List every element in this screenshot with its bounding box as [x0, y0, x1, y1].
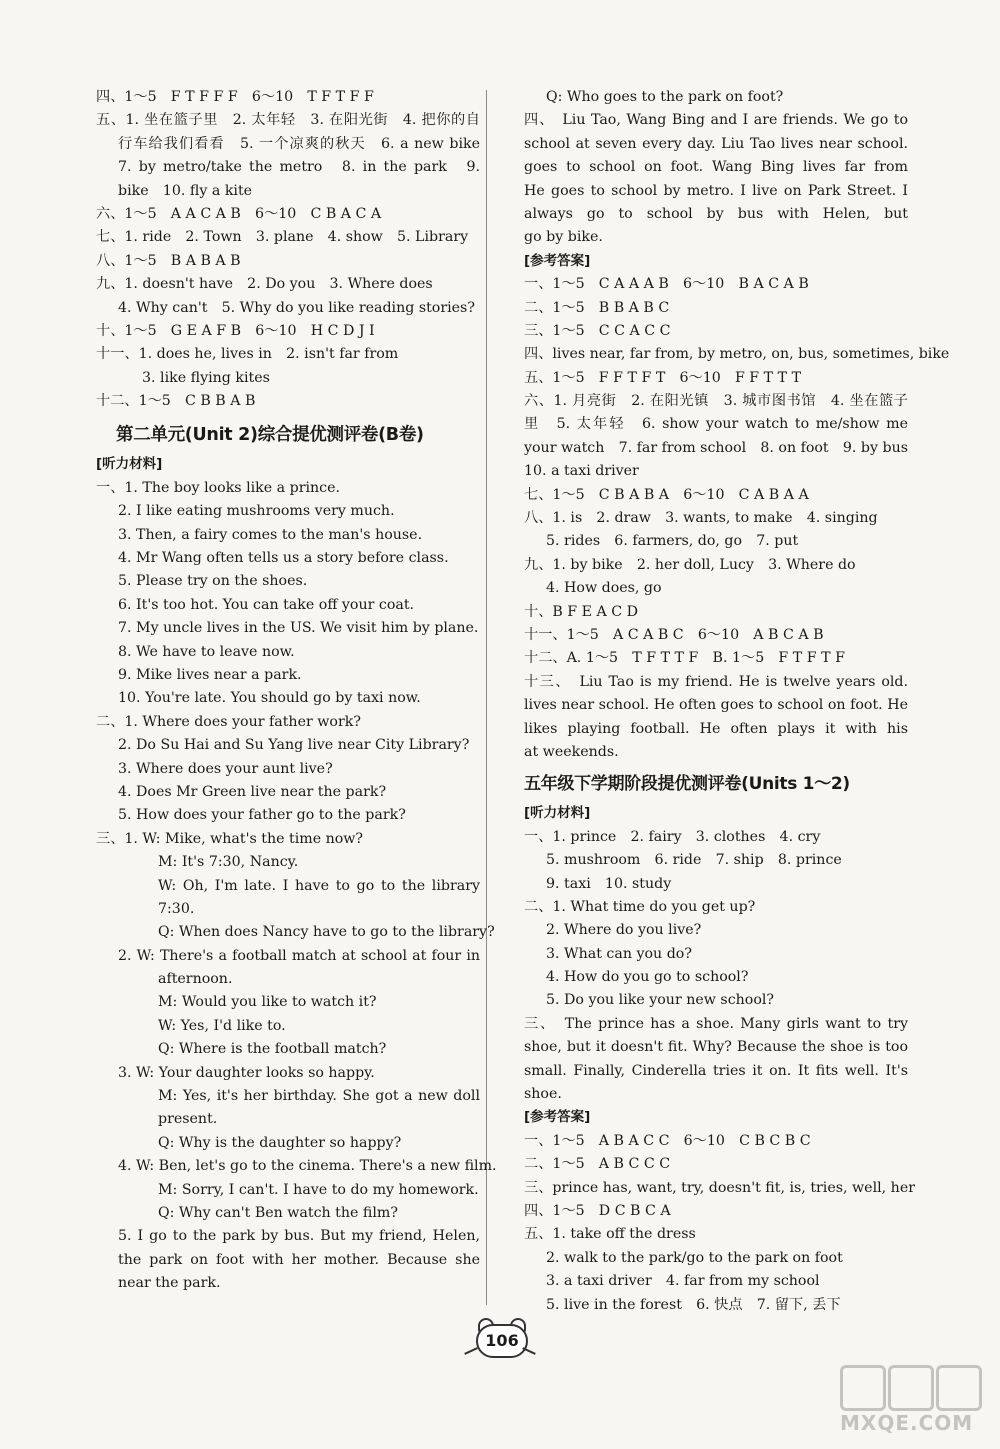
answer-line: 行车给我们看看 5. 一个凉爽的秋天 6. a new bike [118, 135, 480, 152]
dialogue-line: present. [158, 1111, 218, 1128]
answer-line: 十二、1～5 C B B A B [96, 393, 256, 410]
answer-line: 十、B F E A C D [524, 603, 639, 620]
answer-line: 七、1～5 C B A B A 6～10 C A B A A [524, 486, 809, 503]
dialogue-line: near the park. [118, 1275, 221, 1292]
answer-line: 九、1. by bike 2. her doll, Lucy 3. Where do [524, 556, 856, 573]
dialogue-line: Q: Why is the daughter so happy? [158, 1134, 402, 1151]
dialogue-line: afternoon. [158, 971, 233, 988]
listening-line: 2. Do Su Hai and Su Yang live near City Library? [118, 737, 470, 754]
dialogue-line: M: It's 7:30, Nancy. [158, 854, 299, 871]
section-heading: 五年级下学期阶段提优测评卷(Units 1～2) [524, 774, 850, 795]
answer-line: bike 10. fly a kite [118, 182, 253, 199]
listening-line: 2. Where do you live? [546, 922, 702, 939]
page-number: 106 [476, 1324, 528, 1358]
dialogue-line: 2. W: There's a football match at school at four in [118, 947, 480, 964]
passage-line: 三、 The prince has a shoe. Many girls want to try [524, 1015, 908, 1032]
answer-line: 五、1. take off the dress [524, 1226, 696, 1243]
listening-line: 2. I like eating mushrooms very much. [118, 503, 395, 520]
dialogue-line: Q: Why can't Ben watch the film? [158, 1204, 398, 1221]
dialogue-line: 三、1. W: Mike, what's the time now? [96, 830, 364, 847]
dialogue-line: W: Oh, I'm late. I have to go to the library [158, 877, 480, 894]
listening-line: 一、1. The boy looks like a prince. [96, 479, 341, 496]
answer-line: 二、1～5 A B C C C [524, 1156, 671, 1173]
answer-line: 里 5. 太年轻 6. show your watch to me/show me [524, 416, 908, 433]
listening-line: 5. mushroom 6. ride 7. ship 8. prince [546, 852, 842, 869]
passage-line: always go to school by bus with Helen, but [524, 205, 908, 222]
listening-line: 二、1. What time do you get up? [524, 898, 756, 915]
listening-line: 3. What can you do? [546, 945, 692, 962]
section-tag: [听力材料] [524, 805, 591, 822]
listening-line: 8. We have to leave now. [118, 643, 295, 660]
answer-line: 十二、A. 1～5 T F T T F B. 1～5 F T F T F [524, 650, 845, 667]
passage-line: goes to school on foot. Wang Bing lives far from [524, 159, 908, 176]
answer-line: likes playing football. He often plays it with his [524, 720, 908, 737]
listening-line: 9. Mike lives near a park. [118, 666, 302, 683]
dialogue-line: M: Yes, it's her birthday. She got a new doll [158, 1088, 480, 1105]
section-tag: [参考答案] [524, 252, 591, 269]
answer-line: 4. Why can't 5. Why do you like reading stories? [118, 299, 475, 316]
answer-line: 三、1～5 C C A C C [524, 322, 671, 339]
answer-line: 5. live in the forest 6. 快点 7. 留下, 丢下 [546, 1296, 841, 1313]
answer-line: 3. like flying kites [142, 369, 270, 386]
section-tag: [参考答案] [524, 1109, 591, 1126]
dialogue-line: M: Sorry, I can't. I have to do my homework. [158, 1181, 479, 1198]
answer-line: 六、1～5 A A C A B 6～10 C B A C A [96, 205, 382, 222]
answer-line: 五、1～5 F F T F T 6～10 F F T T T [524, 369, 802, 386]
passage-line: 四、 Liu Tao, Wang Bing and I are friends. We go to [524, 112, 908, 129]
listening-line: 二、1. Where does your father work? [96, 713, 361, 730]
listening-line: 10. You're late. You should go by taxi now. [118, 690, 421, 707]
answer-line: 5. rides 6. farmers, do, go 7. put [546, 533, 799, 550]
answer-line: 7. by metro/take the metro 8. in the park 9. [118, 159, 480, 176]
answer-line: 八、1. is 2. draw 3. wants, to make 4. singing [524, 510, 878, 527]
answer-line: 四、1～5 F T F F F 6～10 T F T F F [96, 89, 374, 105]
answer-line: 一、1～5 C A A A B 6～10 B A C A B [524, 276, 809, 293]
left-column [96, 86, 497, 1296]
answer-line: 四、lives near, far from, by metro, on, bus, sometimes, bike [524, 346, 950, 363]
column-divider [486, 90, 487, 1305]
watermark-box-icon [840, 1365, 886, 1411]
passage-line: school at seven every day. Liu Tao lives near school. [524, 135, 908, 152]
dialogue-line: 5. I go to the park by bus. But my friend, Helen, [118, 1228, 480, 1245]
answer-line: 十三、 Liu Tao is my friend. He is twelve years old. [524, 673, 908, 690]
answer-line: 10. a taxi driver [524, 463, 639, 480]
answer-line: 三、prince has, want, try, doesn't fit, is, tries, well, her [524, 1179, 915, 1196]
passage-line: small. Finally, Cinderella tries it on. It fits well. It's [524, 1062, 908, 1079]
listening-line: 3. Then, a fairy comes to the man's house. [118, 526, 423, 543]
watermark-logo [836, 1361, 986, 1441]
watermark-box-icon [888, 1365, 934, 1411]
dialogue-line: the park on foot with her mother. Because she [118, 1251, 480, 1268]
listening-line: 5. Do you like your new school? [546, 992, 775, 1009]
answer-line: 2. walk to the park/go to the park on foot [546, 1249, 843, 1266]
dialogue-line: Q: When does Nancy have to go to the library? [158, 924, 495, 941]
dialogue-line: 3. W: Your daughter looks so happy. [118, 1064, 375, 1081]
listening-line: 4. How do you go to school? [546, 969, 749, 986]
dialogue-line: 7:30. [158, 900, 195, 917]
section-heading: 第二单元(Unit 2)综合提优测评卷(B卷) [116, 425, 424, 446]
dialogue-line: 4. W: Ben, let's go to the cinema. There's a new film. [118, 1158, 497, 1175]
clock-foot-icon [464, 1347, 478, 1355]
answer-line: 十一、1～5 A C A B C 6～10 A B C A B [524, 626, 824, 643]
answer-line: 二、1～5 B B A B C [524, 299, 670, 316]
answer-line: 十、1～5 G E A F B 6～10 H C D J I [96, 322, 375, 339]
question-line: Q: Who goes to the park on foot? [546, 89, 784, 105]
page-number-badge [450, 1318, 550, 1364]
answer-line: 3. a taxi driver 4. far from my school [546, 1273, 820, 1290]
listening-line: 4. Does Mr Green live near the park? [118, 783, 387, 800]
answer-line: 四、1～5 D C B C A [524, 1202, 671, 1219]
dialogue-line: W: Yes, I'd like to. [158, 1017, 286, 1034]
passage-line: go by bike. [524, 229, 603, 246]
answer-line: 4. How does, go [546, 580, 662, 597]
answer-line: 十一、1. does he, lives in 2. isn't far from [96, 346, 399, 363]
listening-line: 一、1. prince 2. fairy 3. clothes 4. cry [524, 828, 821, 845]
passage-line: He goes to school by metro. I live on Park Street. I [524, 182, 908, 199]
section-tag: [听力材料] [96, 456, 163, 473]
right-column [524, 86, 950, 1317]
listening-line: 9. taxi 10. study [546, 875, 672, 892]
answer-line: lives near school. He often goes to school on foot. He [524, 697, 908, 714]
dialogue-line: Q: Where is the football match? [158, 1041, 387, 1058]
listening-line: 6. It's too hot. You can take off your coat. [118, 596, 415, 613]
answer-line: 九、1. doesn't have 2. Do you 3. Where does [96, 276, 433, 293]
listening-line: 4. Mr Wang often tells us a story before class. [118, 550, 449, 567]
answer-line: 七、1. ride 2. Town 3. plane 4. show 5. Library [96, 229, 469, 246]
answer-line: at weekends. [524, 743, 619, 760]
listening-line: 7. My uncle lives in the US. We visit him by plane. [118, 620, 479, 637]
dialogue-line: M: Would you like to watch it? [158, 994, 377, 1011]
answer-line: 五、1. 坐在篮子里 2. 太年轻 3. 在阳光街 4. 把你的自 [96, 112, 480, 129]
answer-line: 八、1～5 B A B A B [96, 252, 241, 269]
answer-line: 一、1～5 A B A C C 6～10 C B C B C [524, 1132, 811, 1149]
answer-line: your watch 7. far from school 8. on foot 9. by bus [524, 439, 908, 456]
passage-line: shoe. [524, 1086, 562, 1103]
watermark-url: MXQE.COM [840, 1411, 974, 1435]
listening-line: 5. Please try on the shoes. [118, 573, 308, 590]
listening-line: 5. How does your father go to the park? [118, 807, 406, 824]
answer-line: 六、1. 月亮街 2. 在阳光镇 3. 城市图书馆 4. 坐在篮子 [524, 393, 908, 410]
watermark-box-icon [936, 1365, 982, 1411]
passage-line: shoe, but it doesn't fit. Why? Because the shoe is too [524, 1039, 908, 1056]
listening-line: 3. Where does your aunt live? [118, 760, 333, 777]
